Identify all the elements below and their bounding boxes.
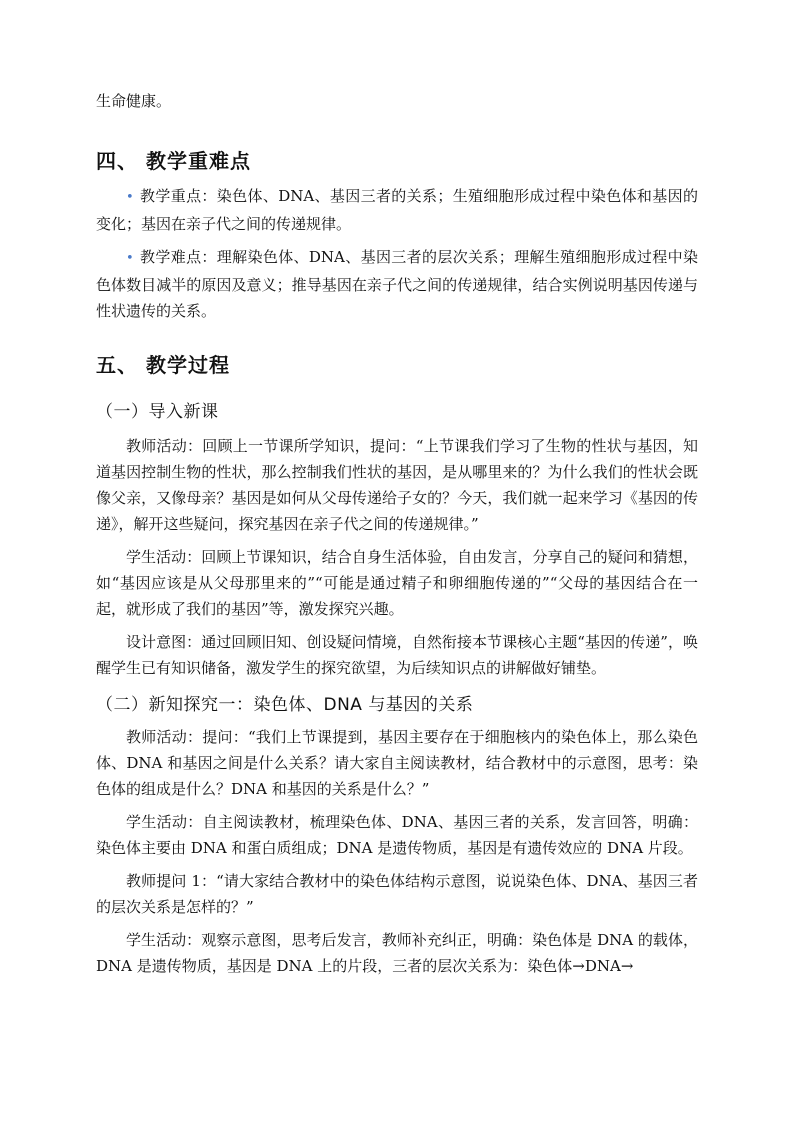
paragraph-student-activity-observe: 学生活动：观察示意图，思考后发言，教师补充纠正，明确：染色体是 DNA 的载体，DNA 是遗传物质，基因是 DNA 上的片段，三者的层次关系为：染色体→DNA→	[96, 931, 698, 975]
paragraph-student-activity-intro: 学生活动：回顾上节课知识，结合自身生活体验，自由发言，分享自己的疑问和猜想，如“基因应该是从父母那里来的”“可能是通过精子和卵细胞传递的”“父母的基因结合在一起，就形成了我们的基因”等，激发探究兴趣。	[96, 548, 698, 618]
paragraph-teacher-activity-intro: 教师活动：回顾上一节课所学知识，提问：“上节课我们学习了生物的性状与基因，知道基因控制生物的性状，那么控制我们性状的基因，是从哪里来的？为什么我们的性状会既像父亲，又像母亲？基因是如何从父母传递给子女的？今天，我们就一起来学习《基因的传递》，解开这些疑问，探究基因在亲子代之间的传递规律。”	[96, 437, 698, 533]
bullet-difficult-points	[96, 244, 698, 324]
bullet-difficult-points-text: 教学难点：理解染色体、DNA、基因三者的层次关系；理解生殖细胞形成过程中染色体数目减半的原因及意义；推导基因在亲子代之间的传递规律，结合实例说明基因传递与性状遗传的关系。	[96, 248, 698, 320]
paragraph-student-activity-explore: 学生活动：自主阅读教材，梳理染色体、DNA、基因三者的关系，发言回答，明确：染色体主要由 DNA 和蛋白质组成；DNA 是遗传物质，基因是有遗传效应的 DNA 片段。	[96, 813, 698, 857]
paragraph-teacher-activity-explore: 教师活动：提问：“我们上节课提到，基因主要存在于细胞核内的染色体上，那么染色体、DNA 和基因之间是什么关系？请大家自主阅读教材，结合教材中的示意图，思考：染色体的组成是什么？DNA 和基因的关系是什么？”	[96, 728, 698, 798]
paragraph-life-health: 生命健康。	[96, 92, 172, 110]
bullet-key-points-text: 教学重点：染色体、DNA、基因三者的关系；生殖细胞形成过程中染色体和基因的变化；基因在亲子代之间的传递规律。	[96, 187, 698, 233]
section-heading-teaching-process: 五、 教学过程	[96, 353, 230, 377]
document-page	[96, 88, 698, 986]
paragraph-design-intent: 设计意图：通过回顾旧知、创设疑问情境，自然衔接本节课核心主题“基因的传递”，唤醒学生已有知识储备，激发学生的探究欲望，为后续知识点的讲解做好铺垫。	[96, 633, 698, 677]
bullet-key-points	[96, 183, 698, 237]
section-heading-key-difficult-points: 四、 教学重难点	[96, 149, 251, 173]
subsection-heading-intro: （一）导入新课	[96, 402, 219, 422]
bullet-dot-icon: •	[126, 251, 134, 266]
paragraph-teacher-question-1: 教师提问 1：“请大家结合教材中的染色体结构示意图，说说染色体、DNA、基因三者的层次关系是怎样的？”	[96, 872, 698, 916]
subsection-heading-explore-one: （二）新知探究一：染色体、DNA 与基因的关系	[96, 695, 474, 715]
bullet-dot-icon: •	[126, 190, 134, 205]
